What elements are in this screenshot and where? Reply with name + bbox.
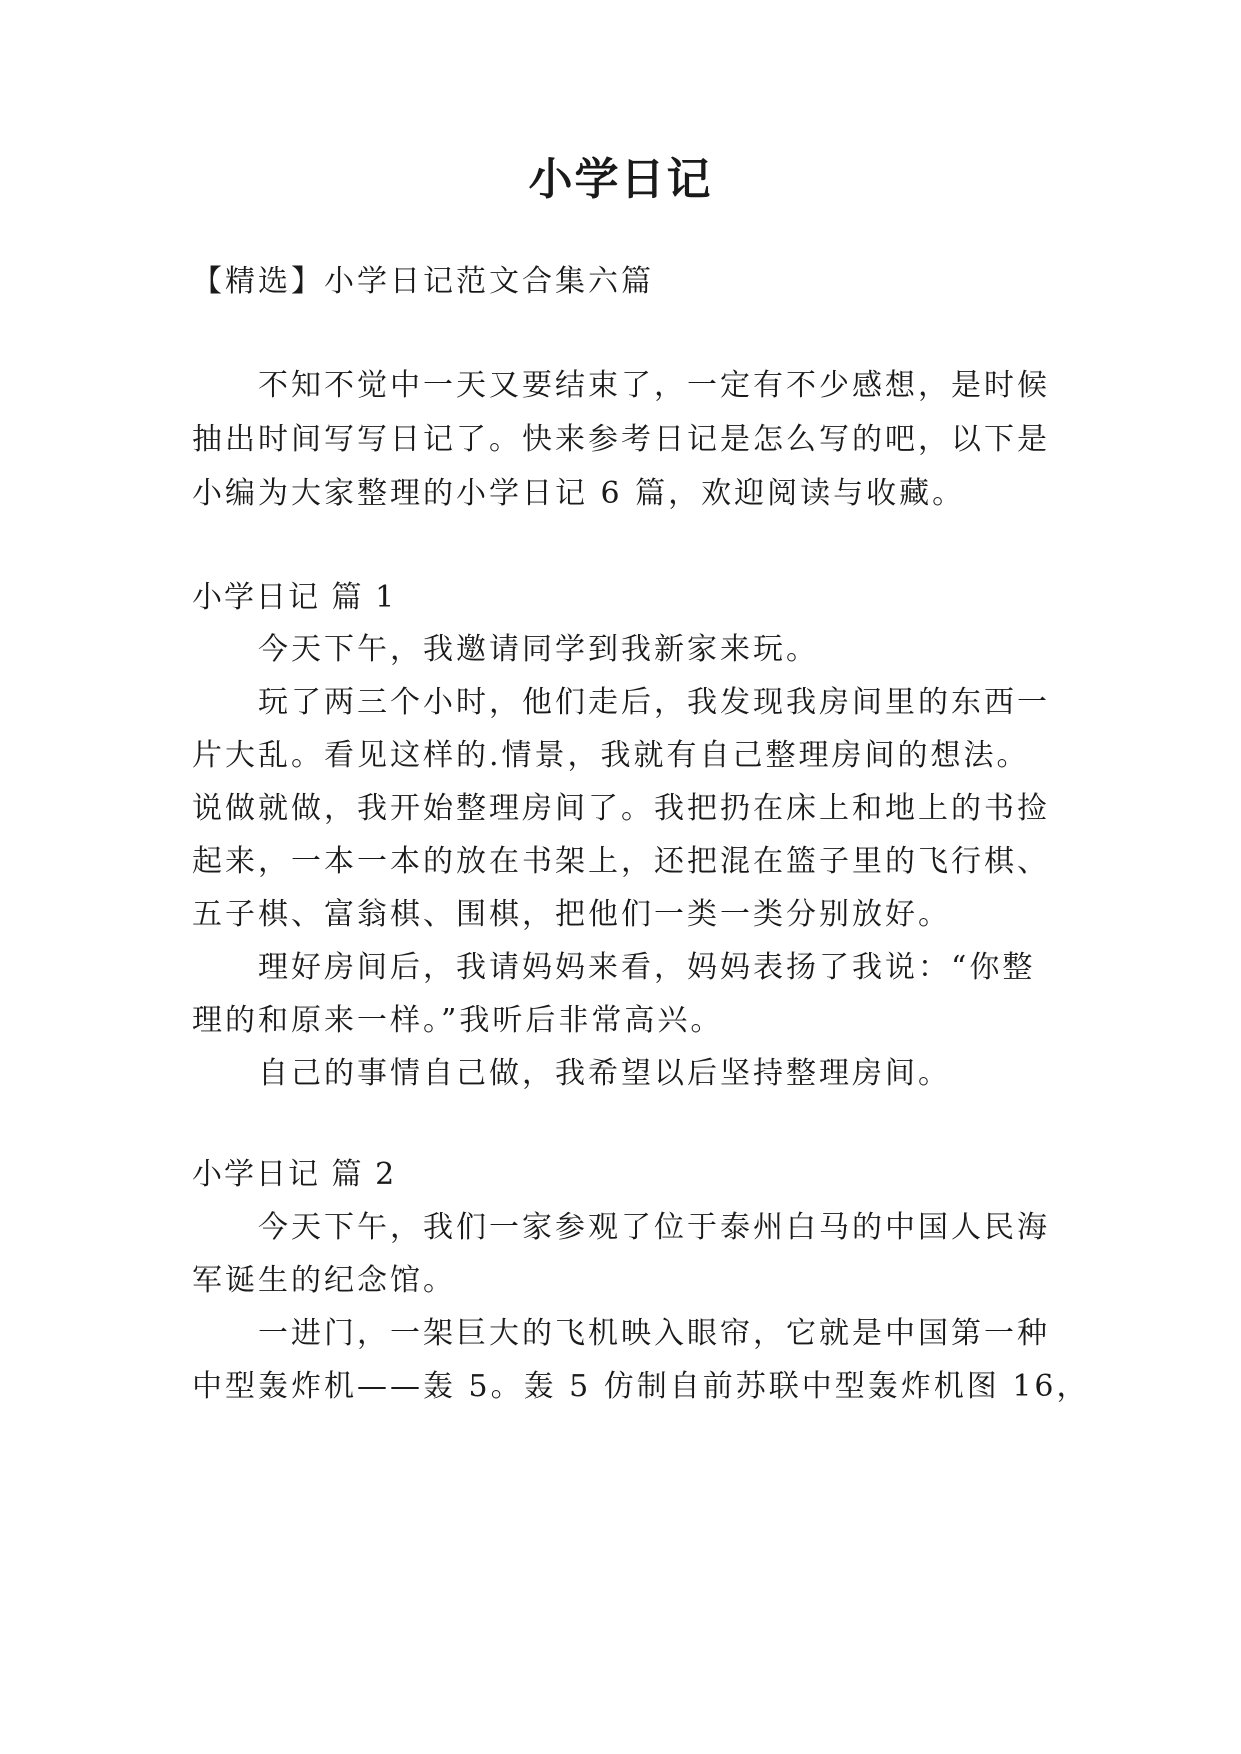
section-1-line-5: 起来，一本一本的放在书架上，还把混在篮子里的飞行棋、: [192, 844, 1050, 879]
section-2-line-1: 今天下午，我们一家参观了位于泰州白马的中国人民海: [258, 1210, 1050, 1245]
intro-line-1: 不知不觉中一天又要结束了，一定有不少感想，是时候: [258, 368, 1050, 403]
section-1-heading: 小学日记 篇 1: [192, 580, 397, 615]
page-title: 小学日记: [528, 154, 713, 205]
document-subtitle: 【精选】小学日记范文合集六篇: [192, 264, 654, 299]
section-2-line-2: 军诞生的纪念馆。: [192, 1263, 456, 1298]
section-1-line-1: 今天下午，我邀请同学到我新家来玩。: [258, 632, 819, 667]
intro-line-3: 小编为大家整理的小学日记 6 篇，欢迎阅读与收藏。: [192, 476, 966, 511]
section-2-heading: 小学日记 篇 2: [192, 1157, 397, 1192]
section-1-line-8: 理的和原来一样。”我听后非常高兴。: [192, 1003, 724, 1038]
section-1-line-6: 五子棋、富翁棋、围棋，把他们一类一类分别放好。: [192, 897, 951, 932]
section-1-line-3: 片大乱。看见这样的.情景，我就有自己整理房间的想法。: [192, 738, 1030, 773]
intro-line-2: 抽出时间写写日记了。快来参考日记是怎么写的吧，以下是: [192, 422, 1050, 457]
section-1-line-4: 说做就做，我开始整理房间了。我把扔在床上和地上的书捡: [192, 791, 1050, 826]
section-2-line-4: 中型轰炸机——轰 5。轰 5 仿制自前苏联中型轰炸机图 16，: [192, 1369, 1090, 1404]
section-1-line-7: 理好房间后，我请妈妈来看，妈妈表扬了我说：“你整: [258, 950, 1036, 985]
section-1-line-9: 自己的事情自己做，我希望以后坚持整理房间。: [258, 1056, 951, 1091]
section-1-line-2: 玩了两三个小时，他们走后，我发现我房间里的东西一: [258, 685, 1050, 720]
section-2-line-3: 一进门，一架巨大的飞机映入眼帘，它就是中国第一种: [258, 1316, 1050, 1351]
